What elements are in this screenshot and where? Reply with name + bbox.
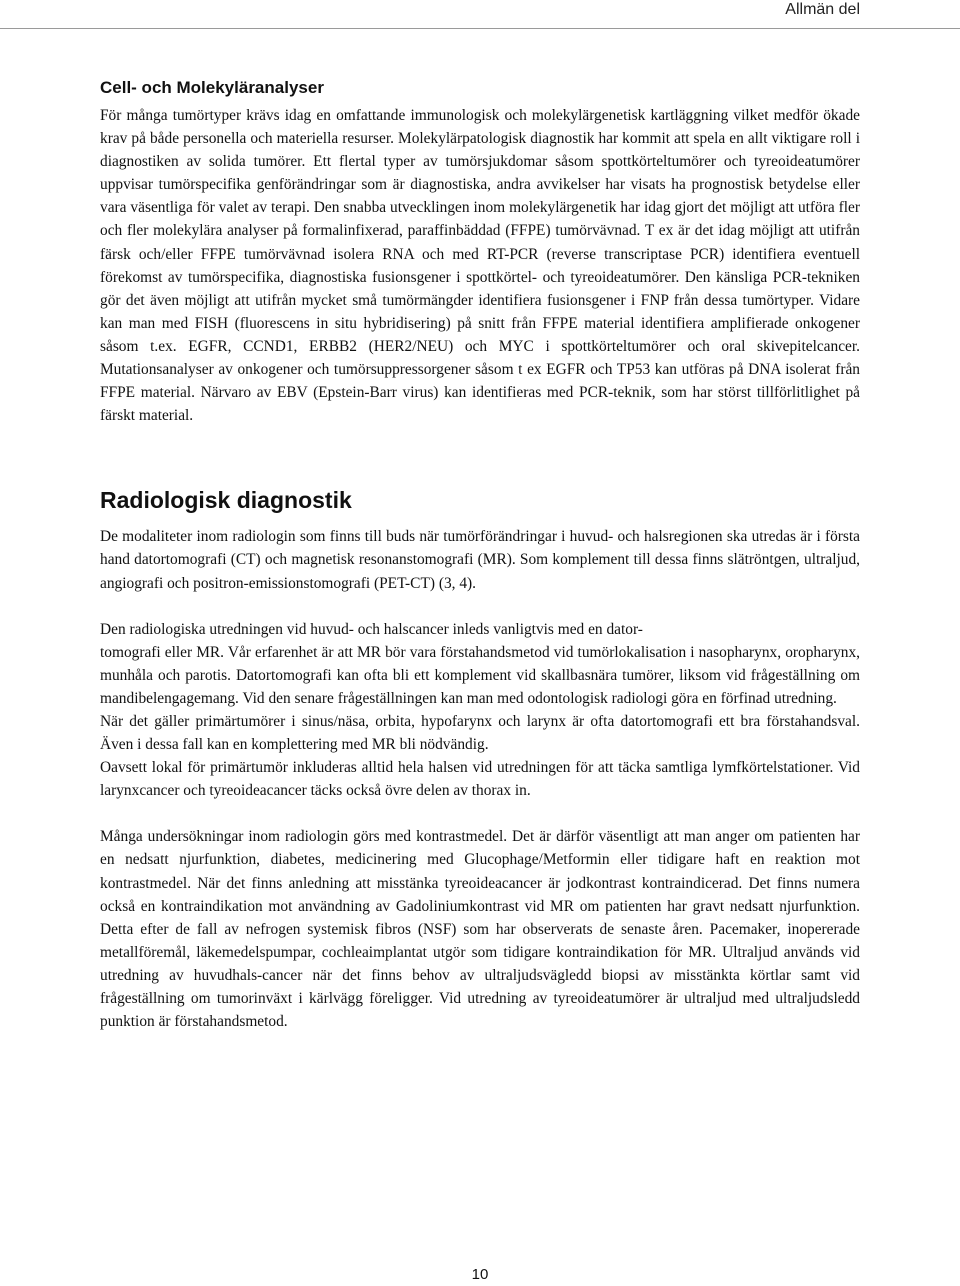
section-title-cell-analyses: Cell- och Molekyläranalyser (100, 78, 324, 97)
paragraph-radiology-contrast: Många undersökningar inom radiologin görs med kontrastmedel. Det är därför väsentligt att man anger om patienten har en nedsatt njurfunktion, diabetes, medicinering med Glucophage/Metformin eller tidigare haft en reaktion mot kontrastmedel. När det finns anledning att misstänka tyreoideacancer är jodkontrast kontraindicerad. Det finns numera också en kontraindikation mot användning av Gadoliniumkontrast vid MR om patienten har gravt nedsatt njurfunktion. Detta efter de fall av nefrogen systemisk fibros (NSF) som har observerats de senaste åren. Pacemaker, inopererade metallföremål, läkemedelspumpar, cochleaimplantat utgör som tidigare kontraindikation för MR. Ultraljud används vid utredning av huvudhals-cancer när det finns behov av ultraljudsvägledd biopsi av misstänkta körtlar samt vid frågeställning om tumorinväxt i kärlvägg föreligger. Vid utredning av tyreoideatumörer är ultraljud med ultraljudsledd punktion är förstahandsmetod. (100, 828, 860, 1031)
page-content (100, 77, 860, 1033)
paragraph-radiology-primary-tumors: När det gäller primärtumörer i sinus/näsa, orbita, hypofarynx och larynx är ofta datortomografi ett bra förstahandsval. Även i dessa fall kan en komplettering med MR bli nödvändig. (100, 712, 860, 754)
paragraph-cell-analyses: För många tumörtyper krävs idag en omfattande immunologisk och molekylärgenetisk kartläggning vilket medför ökade krav på både personella och materiella resurser. Molekylärpatologisk diagnostik har kommit att spela en allt viktigare roll i diagnostiken av solida tumörer. Ett flertal typer av tumörsjukdomar såsom spottkörteltumörer och tyreoideatumörer uppvisar tumörspecifika genförändringar som är diagnostiska, andra avvikelser har visats ha prognostisk betydelse eller vara väsentliga för valet av terapi. Den snabba utvecklingen inom molekylärgenetik har idag gjort det möjligt att utföra fler och fler molekylära analyser på formalinfixerad, paraffinbäddad (FFPE) tumörvävnad. T ex är det idag möjligt att utifrån färsk och/eller FFPE tumörvävnad isolera RNA och med RT-PCR (reverse transcriptase PCR) identifiera eventuell förekomst av tumörspecifika, diagnostiska fusionsgener i spottkörtel- och tyreoideatumörer. Den känsliga PCR-tekniken gör det även möjligt att utifrån mycket små tumörmängder identifiera fusionsgener i FNP från dessa tumörtyper. Vidare kan man med FISH (fluorescens in situ hybridisering) på snitt från FFPE material identifiera amplifierade onkogener såsom t.ex. EGFR, CCND1, ERBB2 (HER2/NEU) och MYC i spottkörteltumörer och oral skivepitelcancer. Mutationsanalyser av onkogener och tumörsuppressorgener såsom t ex EGFR och TP53 kan utföras på DNA isolerat från FFPE material. Närvaro av EBV (Epstein-Barr virus) kan identifieras med PCR-teknik, som har störst tillförlitlighet på färskt material. (100, 107, 860, 425)
page-number: 10 (471, 1266, 489, 1283)
paragraph-radiology-investigation-line1: Den radiologiska utredningen vid huvud- och halscancer inleds vanligtvis med en dator- (100, 620, 643, 638)
section-title-radiology: Radiologisk diagnostik (100, 487, 352, 514)
running-header-section: Allmän del (785, 1, 860, 18)
paragraph-radiology-modalities: De modaliteter inom radiologin som finns till buds när tumörförändringar i huvud- och halsregionen ska utredas är i första hand datortomografi (CT) och magnetisk resonanstomografi (MR). Som komplement till dessa finns slätröntgen, ultraljud, angiografi och positron-emissionstomografi (PET-CT) (3, 4). (100, 528, 860, 592)
header-divider (0, 28, 960, 29)
paragraph-radiology-investigation: tomografi eller MR. Vår erfarenhet är att MR bör vara förstahandsmetod vid tumörlokalisation i nasopharynx, oropharynx, munhåla och parotis. Datortomografi kan ofta bli ett komplement vid skallbasnära tumörer, liksom vid frågeställning om mandibelengagemang. Vid den senare frågeställningen kan man med odontologisk radiologi göra en förfinad utredning. (100, 643, 860, 707)
paragraph-radiology-neck: Oavsett lokal för primärtumör inkluderas alltid hela halsen vid utredningen för att täcka samtliga lymfkörtelstationer. Vid larynxcancer och tyreoideacancer täcks också övre delen av thorax in. (100, 759, 860, 800)
